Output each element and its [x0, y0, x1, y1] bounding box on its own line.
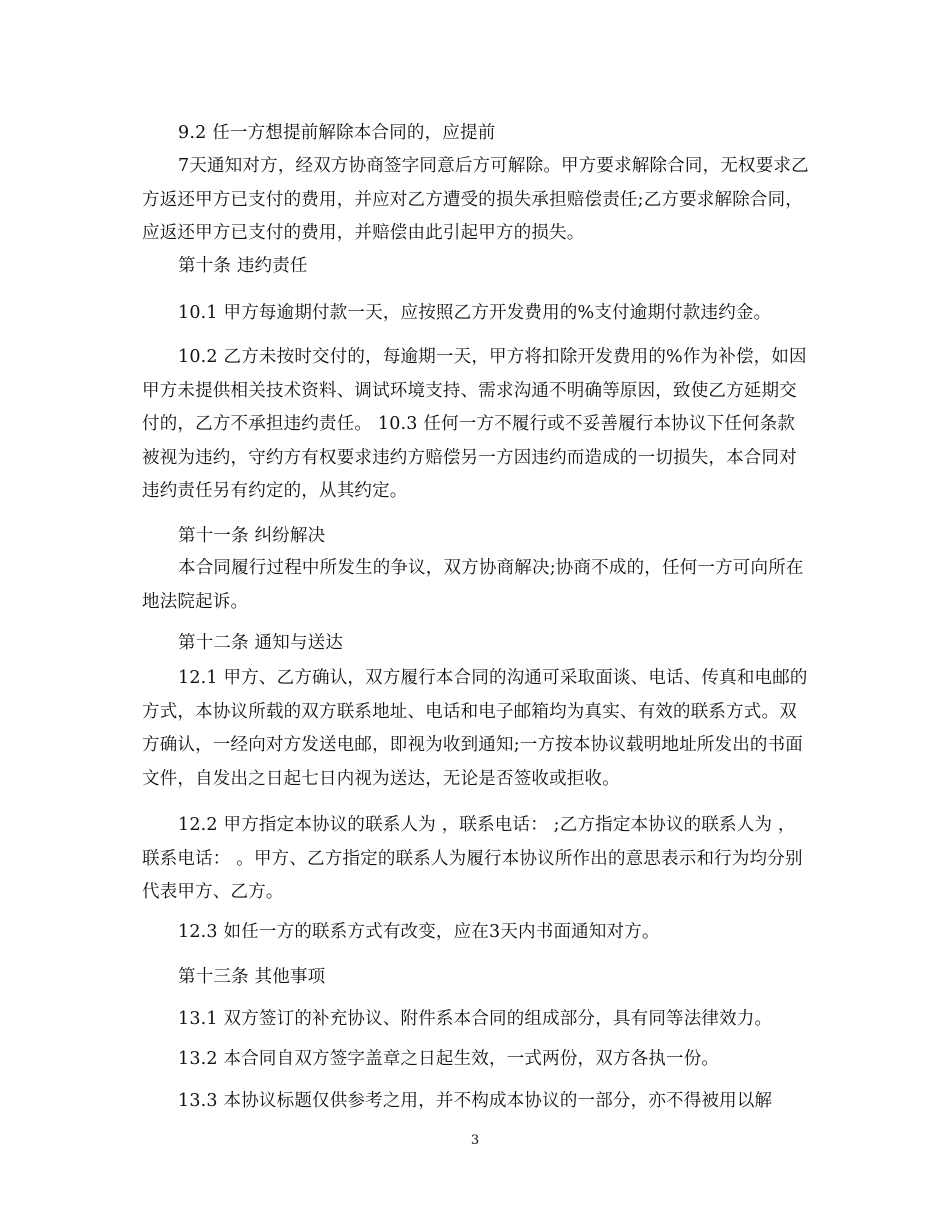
clause-9-2-body: 7天通知对方，经双方协商签字同意后方可解除。甲方要求解除合同，无权要求乙方返还甲方已支付的费用，并应对乙方遭受的损失承担赔偿责任;乙方要求解除合同，应返还甲方已支付的费用，并赔偿由此引起甲方的损失。: [142, 156, 809, 243]
clause-12-1: 12.1 甲方、乙方确认，双方履行本合同的沟通可采取面谈、电话、传真和电邮的方式，本协议所载的双方联系地址、电话和电子邮箱均为真实、有效的联系方式。双方确认，一经向对方发送电邮，即视为收到通知;一方按本协议载明地址所发出的书面文件，自发出之日起七日内视为送达，无论是否签收或拒收。: [142, 668, 808, 789]
page-number: 3: [470, 1133, 480, 1148]
article-10-heading: 第十条 违约责任: [178, 256, 308, 276]
clause-10-2-and-10-3: 10.2 乙方未按时交付的，每逾期一天，甲方将扣除开发费用的%作为补偿，如因甲方未提供相关技术资料、调试环境支持、需求沟通不明确等原因，致使乙方延期交付的，乙方不承担违约责任。 10.3 任何一方不履行或不妥善履行本协议下任何条款被视为违约，守约方有权要求违约方赔偿另一方因违约而造成的一切损失，本合同对违约责任另有约定的，从其约定。: [142, 347, 807, 501]
clause-9-2-intro: 9.2 任一方想提前解除本合同的，应提前: [178, 123, 496, 143]
article-11-body: 本合同履行过程中所发生的争议，双方协商解决;协商不成的，任何一方可向所在地法院起诉。: [142, 558, 804, 612]
article-12-heading: 第十二条 通知与送达: [178, 633, 344, 653]
article-13-heading: 第十三条 其他事项: [178, 967, 326, 987]
clause-12-2: 12.2 甲方指定本协议的联系人为 ，联系电话： ;乙方指定本协议的联系人为 ，联系电话： 。甲方、乙方指定的联系人为履行本协议所作出的意思表示和行为均分别代表甲方、乙方。: [142, 815, 803, 902]
clause-10-1: 10.1 甲方每逾期付款一天，应按照乙方开发费用的%支付逾期付款违约金。: [178, 303, 772, 323]
clause-13-3: 13.3 本协议标题仅供参考之用，并不构成本协议的一部分，亦不得被用以解: [178, 1091, 773, 1111]
article-11-heading: 第十一条 纠纷解决: [178, 526, 326, 546]
clause-13-2: 13.2 本合同自双方签字盖章之日起生效，一式两份，双方各执一份。: [178, 1049, 720, 1069]
clause-12-3: 12.3 如任一方的联系方式有改变，应在3天内书面通知对方。: [178, 922, 660, 942]
clause-13-1: 13.1 双方签订的补充协议、附件系本合同的组成部分，具有同等法律效力。: [178, 1009, 773, 1029]
